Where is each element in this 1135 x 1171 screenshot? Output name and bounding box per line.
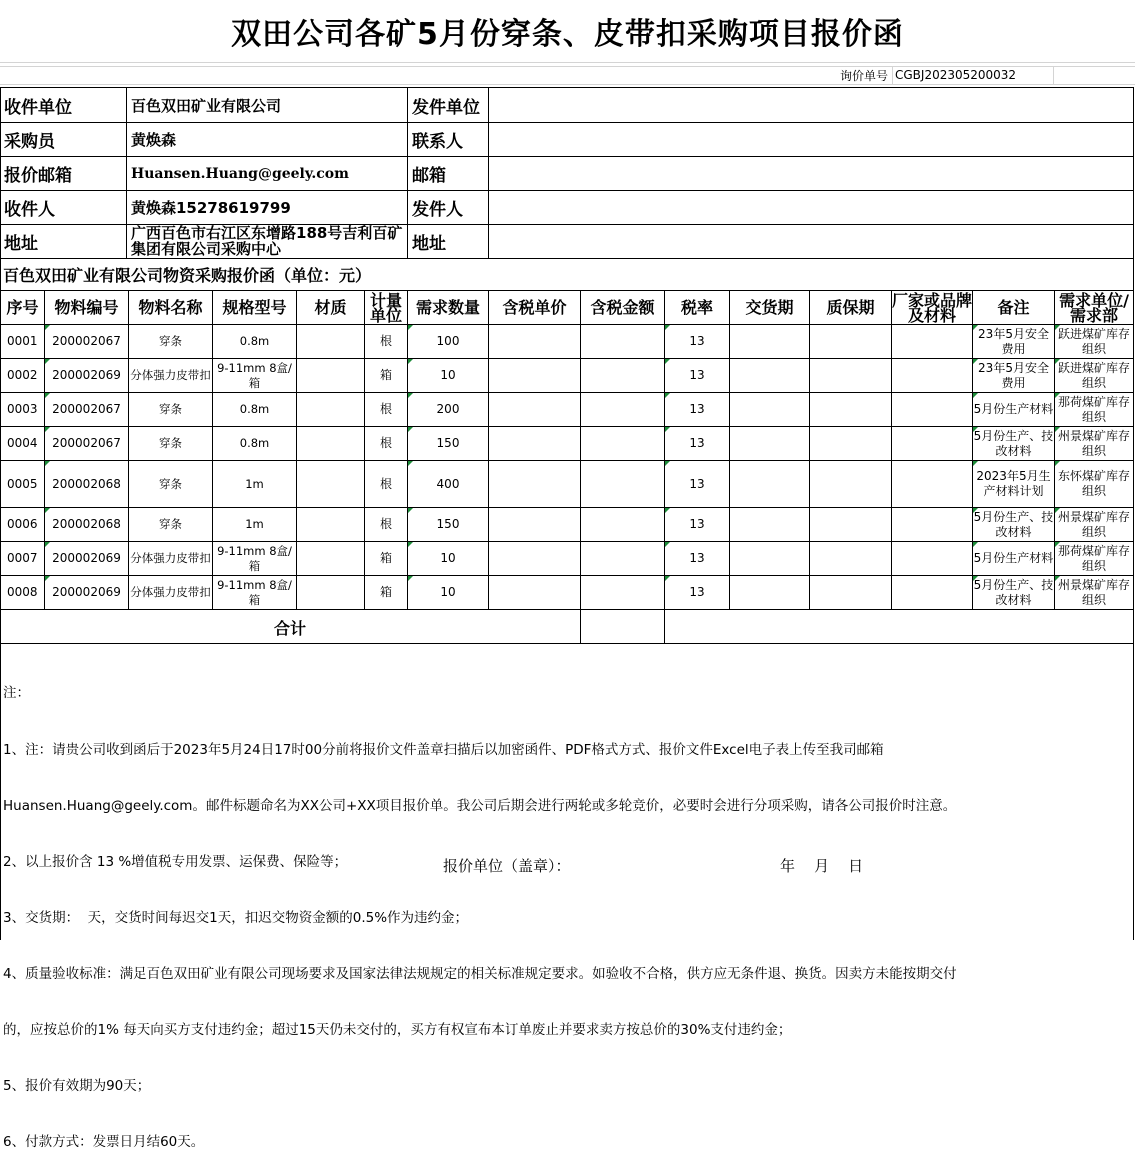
sender-unit-label: 发件单位 — [412, 97, 480, 118]
note-line: Huansen.Huang@geely.com。邮件标题命名为XX公司+XX项目报价单。我公司后期会进行两轮或多轮竞价，必要时会进行分项采购，请各公司报价时注意。 — [3, 797, 957, 814]
cell-tax: 13 — [665, 325, 729, 358]
note-line: 3、交货期： 天，交货时间每迟交1天，扣迟交物资金额的0.5%作为违约金； — [3, 909, 469, 926]
column-header-amount: 含税金额 — [590, 298, 655, 317]
cell-amount[interactable] — [581, 393, 664, 426]
cell-brand[interactable] — [892, 427, 972, 460]
cell-dept: 跃进煤矿库存组织 — [1055, 325, 1133, 358]
cell-no: 0005 — [7, 476, 38, 491]
column-header-tax: 税率 — [680, 298, 713, 317]
table-row — [0, 325, 1134, 359]
cell-code: 200002067 — [45, 427, 128, 460]
cell-remark: 5月份生产、技改材料 — [973, 427, 1054, 460]
cell-unit: 根 — [379, 402, 392, 416]
cell-code: 200002067 — [45, 325, 128, 358]
cell-amount[interactable] — [581, 461, 664, 507]
cell-code: 200002069 — [45, 576, 128, 609]
cell-qty: 10 — [408, 359, 488, 392]
cell-dept: 东怀煤矿库存组织 — [1055, 461, 1133, 507]
cell-remark: 5月份生产、技改材料 — [973, 576, 1054, 609]
mail-label: 邮箱 — [412, 166, 446, 186]
cell-unit: 箱 — [379, 368, 392, 382]
cell-tax: 13 — [665, 393, 729, 426]
column-header-material: 材质 — [314, 298, 347, 317]
cell-amount[interactable] — [581, 508, 664, 541]
cell-brand[interactable] — [892, 393, 972, 426]
column-header-warranty: 质保期 — [826, 298, 875, 317]
recipient-value[interactable]: 黄焕森15278619799 — [131, 199, 291, 217]
cell-amount[interactable] — [581, 359, 664, 392]
cell-qty: 10 — [408, 542, 488, 575]
cell-delivery[interactable] — [730, 393, 809, 426]
cell-spec: 9-11mm 8盒/箱 — [217, 577, 292, 607]
cell-qty: 400 — [408, 461, 488, 507]
cell-name: 分体强力皮带扣 — [130, 368, 211, 382]
cell-dept: 州景煤矿库存组织 — [1055, 576, 1133, 609]
cell-unit: 根 — [379, 334, 392, 348]
sender-label: 发件人 — [412, 200, 463, 220]
cell-unit: 根 — [379, 476, 392, 491]
cell-brand[interactable] — [892, 359, 972, 392]
cell-price[interactable] — [489, 576, 580, 609]
cell-remark: 23年5月安全费用 — [973, 325, 1054, 358]
cell-tax: 13 — [665, 359, 729, 392]
cell-material[interactable] — [297, 542, 364, 575]
cell-brand[interactable] — [892, 542, 972, 575]
recipient-label: 收件人 — [4, 200, 55, 220]
notes-block — [3, 647, 1133, 1171]
cell-no: 0003 — [7, 402, 38, 416]
cell-spec: 9-11mm 8盒/箱 — [217, 360, 292, 390]
cell-dept: 州景煤矿库存组织 — [1055, 508, 1133, 541]
cell-price[interactable] — [489, 427, 580, 460]
cell-material[interactable] — [297, 461, 364, 507]
cell-code: 200002067 — [45, 393, 128, 426]
cell-no: 0008 — [7, 585, 38, 599]
cell-name: 穿条 — [159, 476, 182, 491]
cell-remark: 5月份生产材料 — [973, 542, 1054, 575]
total-amount-cell[interactable] — [581, 611, 664, 643]
cell-no: 0006 — [7, 517, 38, 531]
cell-qty: 10 — [408, 576, 488, 609]
column-header-qty: 需求数量 — [415, 298, 480, 317]
column-header-price: 含税单价 — [502, 298, 567, 317]
cell-warranty[interactable] — [810, 508, 891, 541]
cell-brand[interactable] — [892, 576, 972, 609]
cell-warranty[interactable] — [810, 576, 891, 609]
cell-remark: 5月份生产、技改材料 — [973, 508, 1054, 541]
contact-value[interactable] — [489, 123, 1133, 156]
buyer-label: 采购员 — [4, 132, 55, 152]
cell-delivery[interactable] — [730, 359, 809, 392]
cell-unit: 根 — [379, 517, 392, 531]
cell-price[interactable] — [489, 325, 580, 358]
cell-price[interactable] — [489, 542, 580, 575]
cell-qty: 100 — [408, 325, 488, 358]
column-header-brand: 厂家或品牌及材料 — [892, 291, 972, 324]
cell-dept: 跃进煤矿库存组织 — [1055, 359, 1133, 392]
note-line: 4、质量验收标准：满足百色双田矿业有限公司现场要求及国家法律法规规定的相关标准规定要求。如验收不合格，供方应无条件退、换货。因卖方未能按期交付 — [3, 965, 957, 982]
cell-spec: 1m — [245, 476, 264, 491]
cell-name: 分体强力皮带扣 — [130, 551, 211, 565]
sender-value[interactable] — [489, 191, 1133, 224]
section-title: 百色双田矿业有限公司物资采购报价函（单位：元） — [3, 265, 372, 285]
cell-tax: 13 — [665, 461, 729, 507]
note-line: 5、报价有效期为90天； — [3, 1078, 151, 1095]
cell-remark: 5月份生产材料 — [973, 393, 1054, 426]
cell-spec: 9-11mm 8盒/箱 — [217, 543, 292, 573]
cell-warranty[interactable] — [810, 325, 891, 358]
cell-tax: 13 — [665, 508, 729, 541]
cell-qty: 150 — [408, 508, 488, 541]
cell-qty: 200 — [408, 393, 488, 426]
table-row — [0, 508, 1134, 542]
signature-date-label: 年 月 日 — [780, 857, 864, 875]
address-value[interactable]: 广西百色市右江区东增路188号吉利百矿集团有限公司采购中心 — [131, 225, 403, 256]
column-header-name: 物料名称 — [138, 298, 203, 317]
cell-name: 穿条 — [159, 402, 182, 416]
cell-brand[interactable] — [892, 325, 972, 358]
column-header-remark: 备注 — [997, 298, 1030, 317]
receiver-unit-value[interactable]: 百色双田矿业有限公司 — [131, 96, 282, 115]
cell-material[interactable] — [297, 508, 364, 541]
column-header-unit: 计量单位 — [369, 291, 402, 324]
table-row — [0, 461, 1134, 508]
cell-warranty[interactable] — [810, 393, 891, 426]
quote-unit-seal-label: 报价单位（盖章）： — [443, 857, 571, 875]
cell-tax: 13 — [665, 427, 729, 460]
total-label: 合计 — [273, 618, 306, 638]
cell-no: 0004 — [7, 436, 38, 450]
cell-delivery[interactable] — [730, 325, 809, 358]
cell-unit: 根 — [379, 436, 392, 450]
cell-tax: 13 — [665, 542, 729, 575]
cell-price[interactable] — [489, 508, 580, 541]
address2-label: 地址 — [412, 234, 446, 254]
cell-spec: 0.8m — [239, 436, 270, 450]
cell-price[interactable] — [489, 359, 580, 392]
cell-delivery[interactable] — [730, 427, 809, 460]
cell-name: 分体强力皮带扣 — [130, 585, 211, 599]
address2-value[interactable] — [489, 225, 1133, 258]
cell-name: 穿条 — [159, 334, 182, 348]
cell-name: 穿条 — [159, 517, 182, 531]
table-row — [0, 359, 1134, 393]
cell-brand[interactable] — [892, 508, 972, 541]
cell-unit: 箱 — [379, 585, 392, 599]
cell-unit: 箱 — [379, 551, 392, 565]
cell-material[interactable] — [297, 359, 364, 392]
buyer-value[interactable]: 黄焕森 — [131, 131, 177, 149]
cell-warranty[interactable] — [810, 427, 891, 460]
cell-dept: 那荷煤矿库存组织 — [1055, 542, 1133, 575]
page-title: 双田公司各矿5月份穿条、皮带扣采购项目报价函 — [231, 17, 904, 52]
table-row — [0, 427, 1134, 461]
cell-warranty[interactable] — [810, 461, 891, 507]
cell-qty: 150 — [408, 427, 488, 460]
cell-no: 0001 — [7, 334, 38, 348]
quote-email-value[interactable]: Huansen.Huang@geely.com — [131, 165, 349, 182]
cell-delivery[interactable] — [730, 576, 809, 609]
note-line: 的，应按总价的1% 每天向买方支付违约金；超过15天仍未交付的，买方有权宣布本订单废止并要求卖方按总价的30%支付违约金； — [3, 1022, 792, 1039]
cell-spec: 1m — [245, 517, 264, 531]
quote-email-label: 报价邮箱 — [4, 166, 72, 186]
table-row — [0, 542, 1134, 576]
sender-unit-value[interactable] — [489, 88, 1133, 122]
cell-price[interactable] — [489, 461, 580, 507]
note-line: 6、付款方式：发票日月结60天。 — [3, 1134, 205, 1151]
cell-material[interactable] — [297, 393, 364, 426]
cell-code: 200002069 — [45, 542, 128, 575]
cell-material[interactable] — [297, 325, 364, 358]
cell-amount[interactable] — [581, 427, 664, 460]
cell-dept: 那荷煤矿库存组织 — [1055, 393, 1133, 426]
cell-warranty[interactable] — [810, 542, 891, 575]
receiver-unit-label: 收件单位 — [4, 97, 72, 118]
cell-delivery[interactable] — [730, 542, 809, 575]
cell-code: 200002068 — [45, 508, 128, 541]
column-header-spec: 规格型号 — [222, 298, 287, 317]
inquiry-number-label: 询价单号 — [839, 68, 888, 83]
total-remainder-cell — [665, 611, 1133, 643]
address-label: 地址 — [4, 234, 38, 254]
table-row — [0, 576, 1134, 610]
cell-spec: 0.8m — [239, 402, 270, 416]
cell-warranty[interactable] — [810, 359, 891, 392]
cell-amount[interactable] — [581, 325, 664, 358]
cell-amount[interactable] — [581, 542, 664, 575]
cell-delivery[interactable] — [730, 508, 809, 541]
cell-delivery[interactable] — [730, 461, 809, 507]
table-row — [0, 393, 1134, 427]
cell-no: 0007 — [7, 551, 38, 565]
column-header-delivery: 交货期 — [745, 298, 794, 317]
cell-amount[interactable] — [581, 576, 664, 609]
cell-no: 0002 — [7, 368, 38, 382]
cell-spec: 0.8m — [239, 334, 270, 348]
cell-name: 穿条 — [159, 436, 182, 450]
inquiry-number-value: CGBJ202305200032 — [895, 68, 1017, 82]
column-header-dept: 需求单位/需求部 — [1059, 291, 1129, 324]
column-header-code: 物料编号 — [54, 298, 119, 317]
cell-dept: 州景煤矿库存组织 — [1055, 427, 1133, 460]
cell-remark: 2023年5月生产材料计划 — [973, 461, 1054, 507]
cell-remark: 23年5月安全费用 — [973, 359, 1054, 392]
note-line: 2、以上报价含 13 %增值税专用发票、运保费、保险等； — [3, 853, 348, 870]
cell-brand[interactable] — [892, 461, 972, 507]
cell-code: 200002069 — [45, 359, 128, 392]
note-line: 注： — [3, 685, 30, 702]
cell-code: 200002068 — [45, 461, 128, 507]
cell-material[interactable] — [297, 576, 364, 609]
mail-value[interactable] — [489, 157, 1133, 190]
contact-label: 联系人 — [412, 132, 463, 152]
cell-price[interactable] — [489, 393, 580, 426]
note-line: 1、注：请贵公司收到函后于2023年5月24日17时00分前将报价文件盖章扫描后以加密函件、PDF格式方式、报价文件Excel电子表上传至我司邮箱 — [3, 741, 884, 758]
cell-material[interactable] — [297, 427, 364, 460]
column-header-no: 序号 — [6, 298, 39, 317]
cell-tax: 13 — [665, 576, 729, 609]
